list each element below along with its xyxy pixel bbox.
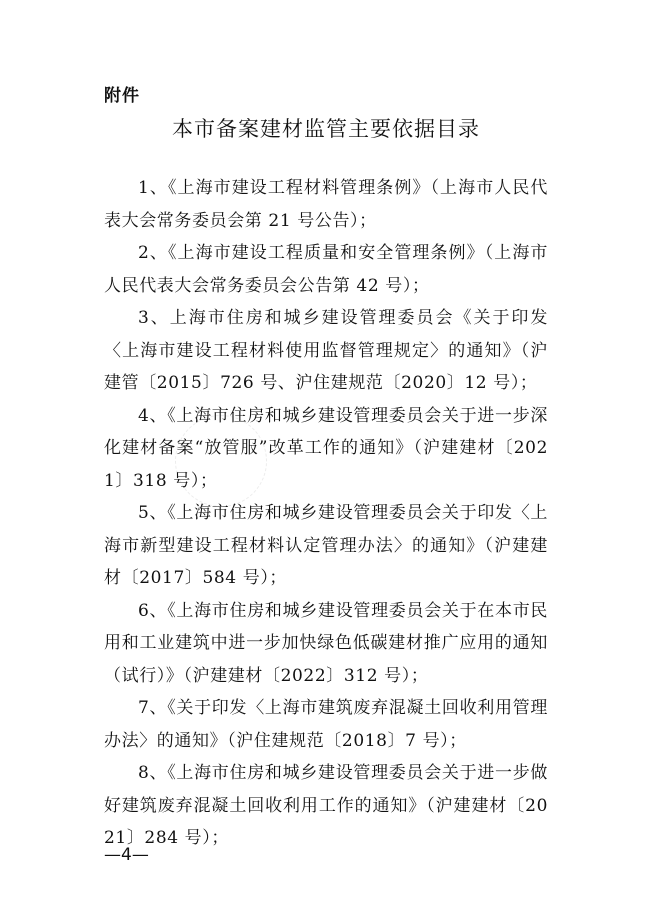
list-item: 5、《上海市住房和城乡建设管理委员会关于印发〈上海市新型建设工程材料认定管理办法〉的通知》（沪建建材〔2017〕584 号）； xyxy=(104,503,548,588)
list-item: 3、上海市住房和城乡建设管理委员会《关于印发〈上海市建设工程材料使用监督管理规定〉的通知》（沪建管〔2015〕726 号、沪住建规范〔2020〕12 号）； xyxy=(104,308,548,393)
list-item: 8、《上海市住房和城乡建设管理委员会关于进一步做好建筑废弃混凝土回收利用工作的通知》（沪建建材〔2021〕284 号）； xyxy=(104,763,548,848)
list-item: 6、《上海市住房和城乡建设管理委员会关于在本市民用和工业建筑中进一步加快绿色低碳建材推广应用的通知（试行）》（沪建建材〔2022〕312 号）； xyxy=(104,600,548,686)
document-title: 本市备案建材监管主要依据目录 xyxy=(172,117,480,141)
page-number: —4— xyxy=(104,845,149,865)
list-item: 2、《上海市建设工程质量和安全管理条例》（上海市人民代表大会常务委员会公告第 42 号）； xyxy=(104,243,548,296)
list-item: 4、《上海市住房和城乡建设管理委员会关于进一步深化建材备案“放管服”改革工作的通知》（沪建建材〔2021〕318 号）； xyxy=(104,405,548,491)
attachment-label: 附件 xyxy=(104,86,140,106)
regulation-list xyxy=(104,172,548,855)
list-item: 1、《上海市建设工程材料管理条例》（上海市人民代表大会常务委员会第 21 号公告）； xyxy=(104,178,548,231)
list-item: 7、《关于印发〈上海市建筑废弃混凝土回收利用管理办法〉的通知》（沪住建规范〔2018〕7 号）； xyxy=(104,698,548,751)
